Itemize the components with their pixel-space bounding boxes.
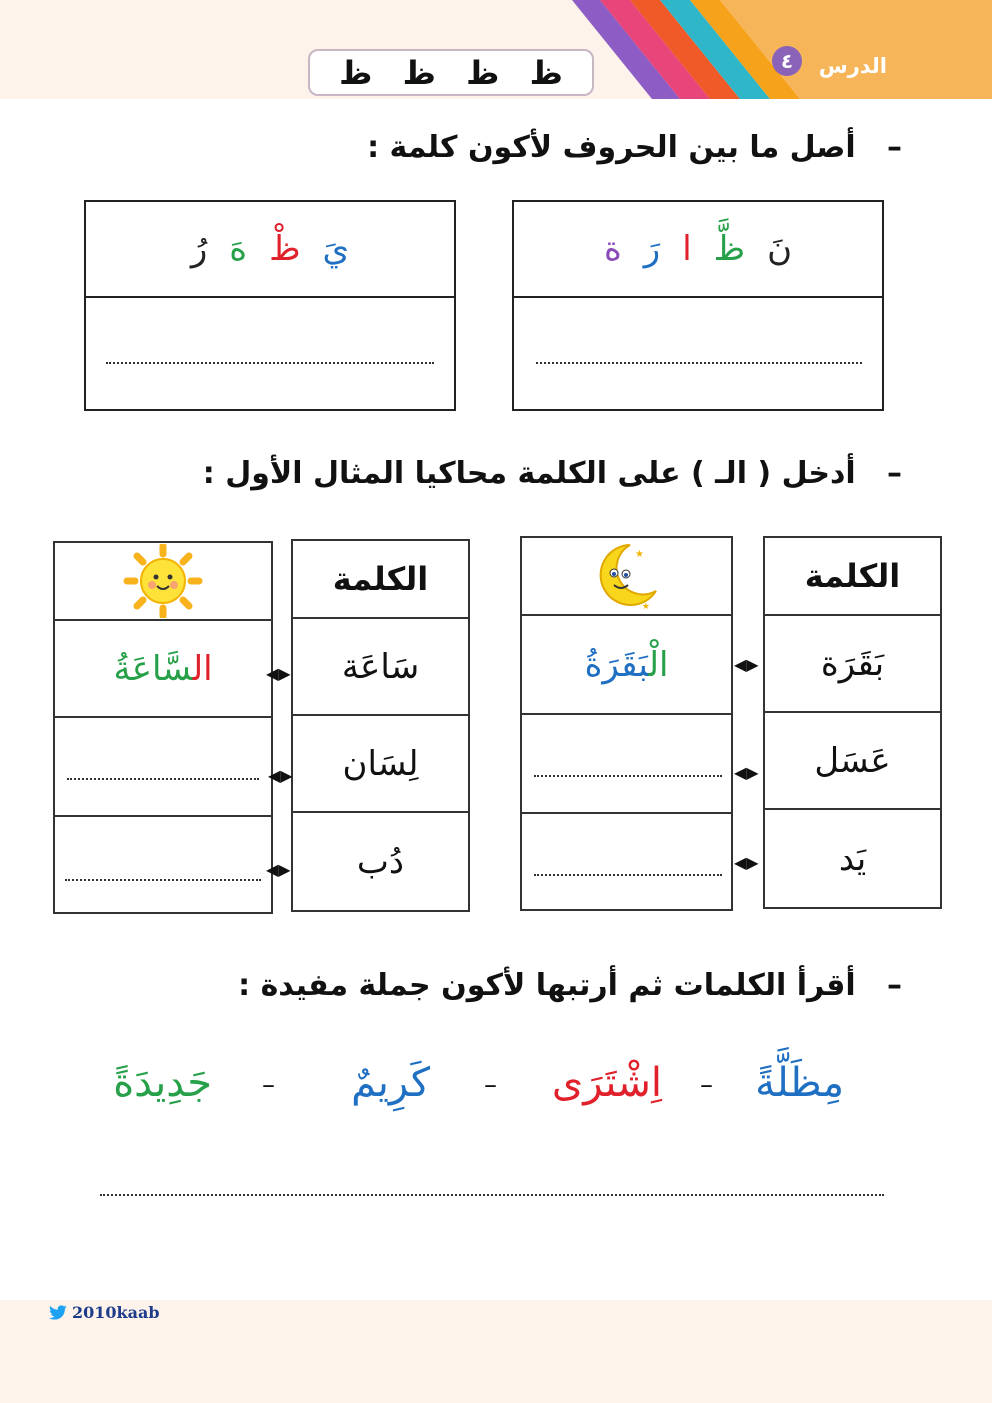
word-separator: –	[484, 1070, 497, 1100]
exercise1-title	[367, 130, 902, 165]
answer-line	[536, 362, 862, 364]
exercise1-title-text: أصل ما بين الحروف لأكون كلمة :	[367, 130, 856, 165]
exercise2-title	[203, 456, 902, 491]
sun-icon	[121, 544, 205, 618]
lesson-number: ٤	[772, 46, 802, 76]
double-arrow-icon: ◀▶	[268, 766, 293, 785]
scrambled-word: جَدِيدَةً	[113, 1060, 212, 1106]
word-separator: –	[700, 1070, 713, 1100]
example-rest: سَّاعَةُ	[113, 648, 193, 689]
title-dash: –	[887, 130, 902, 165]
letter-form: ظ	[402, 53, 436, 92]
double-arrow-icon: ◀▶	[734, 655, 759, 674]
left-word-cell: دُب	[291, 811, 470, 912]
scrambled-word: كَرِيمٌ	[351, 1060, 430, 1106]
answer-line	[65, 879, 261, 881]
answer-cell[interactable]	[53, 815, 273, 914]
footer-handle	[48, 1303, 160, 1322]
moon-icon	[590, 539, 664, 613]
letter: ظْ	[269, 229, 301, 269]
exercise3-title-text: أقرأ الكلمات ثم أرتبها لأكون جملة مفيدة :	[238, 968, 856, 1003]
footer-handle-text: 2010kaab	[72, 1303, 160, 1322]
sun-header-cell	[53, 541, 273, 621]
svg-text:★: ★	[634, 549, 644, 560]
letter: ا	[682, 229, 692, 269]
word-separator: –	[262, 1070, 275, 1100]
answer-line	[67, 778, 259, 780]
title-dash: –	[887, 456, 902, 491]
scrambled-word: اِشْتَرَى	[551, 1060, 662, 1106]
left-word-header: الكلمة	[291, 539, 470, 619]
letter: ظَّ	[713, 229, 746, 269]
letter-form: ظ	[339, 53, 373, 92]
letter: هَ	[229, 229, 248, 269]
letter-form: ظ	[466, 53, 500, 92]
answer-cell[interactable]	[53, 716, 273, 817]
double-arrow-icon: ◀▶	[734, 763, 759, 782]
double-arrow-icon: ◀▶	[734, 853, 759, 872]
answer-box-1[interactable]	[512, 298, 884, 411]
left-word-cell: لِسَان	[291, 714, 470, 813]
moon-header-cell	[520, 536, 733, 616]
scrambled-word: مِظَلَّةً	[755, 1060, 844, 1106]
right-word-cell: يَد	[763, 808, 942, 909]
twitter-icon	[48, 1305, 68, 1321]
answer-cell[interactable]	[520, 713, 733, 814]
letter: نَ	[767, 229, 793, 269]
example-answer-cell	[53, 619, 273, 718]
right-word-header: الكلمة	[763, 536, 942, 616]
example-prefix: الْ	[648, 644, 669, 685]
title-dash: –	[887, 968, 902, 1003]
letter: يَ	[322, 229, 350, 269]
example-lam: ال	[192, 648, 213, 689]
letter-form: ظ	[529, 53, 563, 92]
right-word-cell: بَقَرَة	[763, 614, 942, 713]
exercise3-title	[238, 968, 902, 1003]
exercise2-title-text: أدخل ( الـ ) على الكلمة محاكيا المثال الأول :	[202, 456, 856, 491]
svg-text:★: ★	[641, 602, 650, 612]
letter: ة	[603, 229, 622, 269]
answer-line	[534, 775, 722, 777]
example-answer-cell	[520, 614, 733, 715]
answer-box-2[interactable]	[84, 298, 456, 411]
answer-line	[534, 874, 722, 876]
double-arrow-icon: ◀▶	[266, 664, 291, 683]
double-arrow-icon: ◀▶	[266, 860, 291, 879]
answer-cell[interactable]	[520, 812, 733, 911]
letters-box-2	[84, 200, 456, 298]
answer-line	[106, 362, 434, 364]
letter-forms-box	[308, 49, 594, 96]
left-word-cell: سَاعَة	[291, 617, 470, 716]
lesson-label: الدرس	[818, 54, 887, 78]
letters-box-1	[512, 200, 884, 298]
letter: رَ	[643, 229, 661, 269]
letter: رُ	[190, 229, 208, 269]
example-rest: بَقَرَةُ	[584, 644, 649, 685]
right-word-cell: عَسَل	[763, 711, 942, 810]
sentence-answer-line[interactable]	[100, 1194, 884, 1196]
